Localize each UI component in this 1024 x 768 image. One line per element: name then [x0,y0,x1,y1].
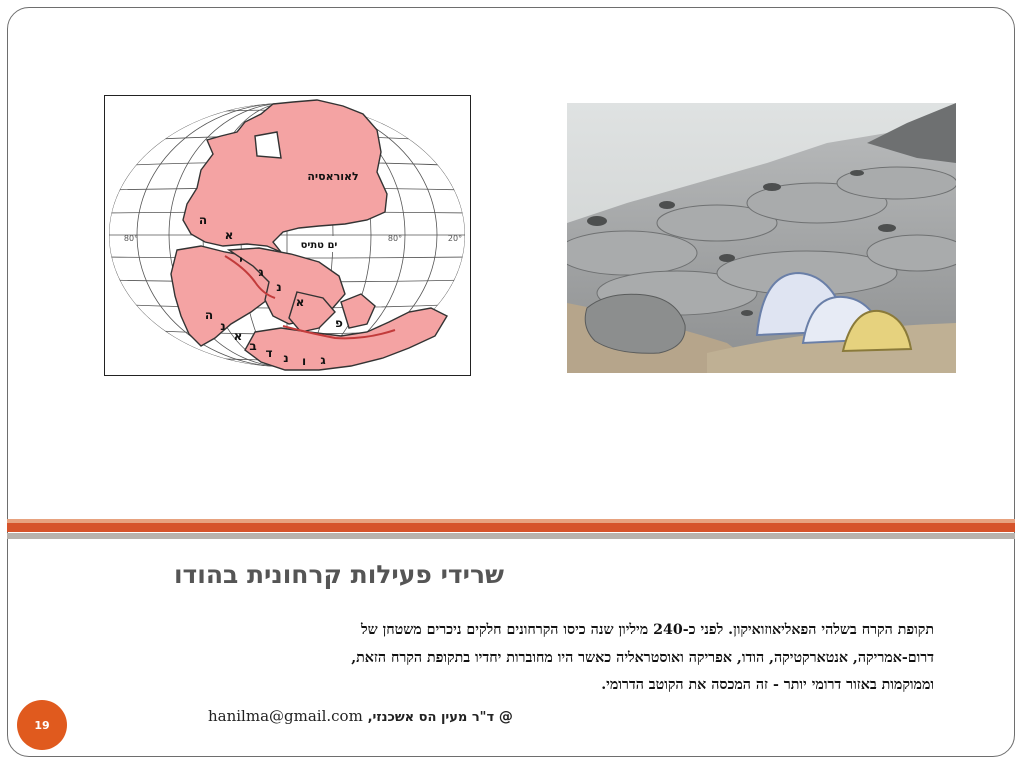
footer-email: hanilma@gmail.com [208,707,363,725]
map-label-pangaea-letter: ג [258,265,264,279]
pangaea-map [104,95,471,376]
map-label-gondwana-letter: ד [265,346,273,360]
map-label-tethys: ים טתיס [300,240,338,251]
map-label-gondwana-letter: ג [320,353,326,367]
map-label-pangaea-letter: פ [335,316,343,330]
map-label-pangaea-letter: נ [276,280,282,294]
divider-band-orange [7,523,1015,532]
map-label-gondwana-letter: ו [301,354,307,368]
divider-band-gray [7,533,1015,539]
map-label-gondwana-letter: נ [220,319,226,333]
page-number: 19 [17,700,67,750]
map-label-gondwana-letter: ה [204,308,214,322]
map-label-gondwana-letter: ב [249,339,257,353]
map-label-pangaea-letter: ה [198,213,208,227]
body-line: וממוקמות באזור דרומי יותר - זה המכסה את הקוטב הדרומי. [601,677,934,693]
map-label-pangaea-letter: א [295,295,305,309]
glacial-rock-photo [567,103,956,373]
map-label-laurasia: לאוראסיה [307,170,359,183]
map-tick-80-right: 80° [387,234,403,243]
map-tick-20: 20° [447,234,463,243]
pangaea-map-graphic [105,96,469,374]
map-label-gondwana-letter: א [233,329,243,343]
map-tick-80-left: 80° [123,234,139,243]
map-label-pangaea-letter: י [239,253,243,267]
map-label-pangaea-letter: א [224,228,234,242]
map-label-gondwana-letter: נ [283,351,289,365]
body-line: דרום-אמריקה, אנטארקטיקה, הודו, אפריקה ואוסטראליה כאשר היו מחוברות יחדיו בתקופת הקרח הזאת, [351,649,934,666]
footer-at-symbol: @ [498,709,513,725]
glacial-rock-tent-photo-icon [567,103,956,373]
footer-author: ד"ר מעין הס אשכנזי, [367,710,495,725]
slide-title: שרידי פעילות קרחונית בהודו [173,560,504,589]
footer [208,707,513,725]
slide-body [118,617,934,700]
body-line: תקופת הקרח בשלהי הפאליאוזואיקון. לפני כ-240 מיליון שנה כיסו הקרחונים חלקים ניכרים משטחן של [361,622,934,638]
